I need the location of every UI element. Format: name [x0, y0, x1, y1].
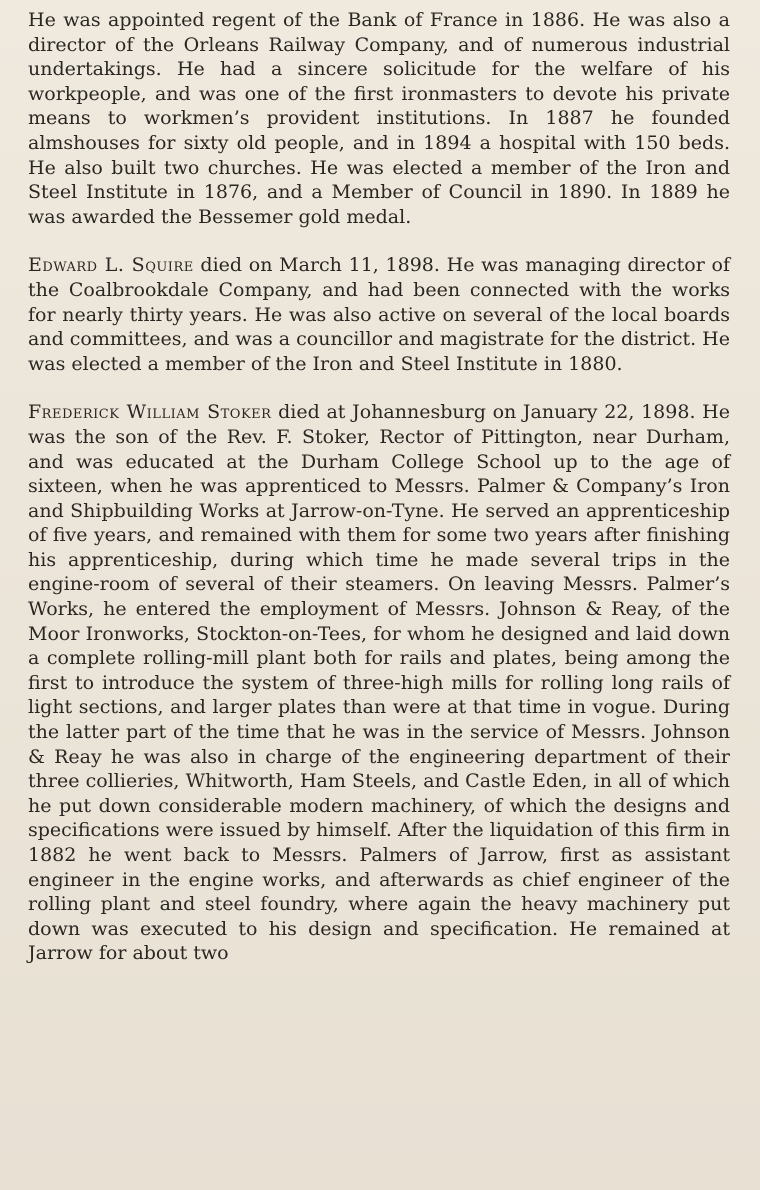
paragraph-gap	[28, 229, 730, 253]
paragraph-gap	[28, 376, 730, 400]
paragraph-squire-text: died on March 11, 1898. He was managing director of the Coalbrookdale Company, and had been connected with the works for nearly thirty years. He was also active on several of the local boards and committees, and was a councillor and magistrate for the district. He was elected a member of the Iron and Steel Institute in 1880.	[28, 254, 730, 375]
paragraph-stoker	[28, 400, 730, 966]
paragraph-regent	[28, 8, 730, 229]
person-name-stoker: Frederick William Stoker	[28, 401, 272, 424]
paragraph-squire	[28, 253, 730, 376]
person-name-squire: Edward L. Squire	[28, 254, 194, 277]
paragraph-stoker-text: died at Johannesburg on January 22, 1898. He was the son of the Rev. F. Stoker, Rector of Pittington, near Durham, and was educated at the Durham College School up to the age of sixteen, when he was apprenticed to Messrs. Palmer & Company’s Iron and Shipbuilding Works at Jarrow-on-Tyne. He served an apprenticeship of five years, and remained with them for some two years after finishing his apprenticeship, during which time he made several trips in the engine-room of several of their steamers. On leaving Messrs. Palmer’s Works, he entered the employment of Messrs. Johnson & Reay, of the Moor Ironworks, Stockton-on-Tees, for whom he designed and laid down a complete rolling-mill plant both for rails and plates, being among the first to introduce the system of three-high mills for rolling long rails of light sections, and larger plates than were at that time in vogue. During the latter part of the time that he was in the service of Messrs. Johnson & Reay he was also in charge of the engineering department of their three collieries, Whitworth, Ham Steels, and Castle Eden, in all of which he put down considerable modern machinery, of which the designs and specifications were issued by himself. After the liquidation of this firm in 1882 he went back to Messrs. Palmers of Jarrow, first as assistant engineer in the engine works, and afterwards as chief engineer of the rolling plant and steel foundry, where again the heavy machinery put down was executed to his design and specification. He remained at Jarrow for about two	[28, 401, 730, 965]
paragraph-regent-text: He was appointed regent of the Bank of France in 1886. He was also a director of the Orleans Railway Company, and of numerous industrial undertakings. He had a sincere solicitude for the welfare of his workpeople, and was one of the first ironmasters to devote his private means to workmen’s provident institutions. In 1887 he founded almshouses for sixty old people, and in 1894 a hospital with 150 beds. He also built two churches. He was elected a member of the Iron and Steel Institute in 1876, and a Member of Council in 1890. In 1889 he was awarded the Bessemer gold medal.	[28, 9, 730, 228]
